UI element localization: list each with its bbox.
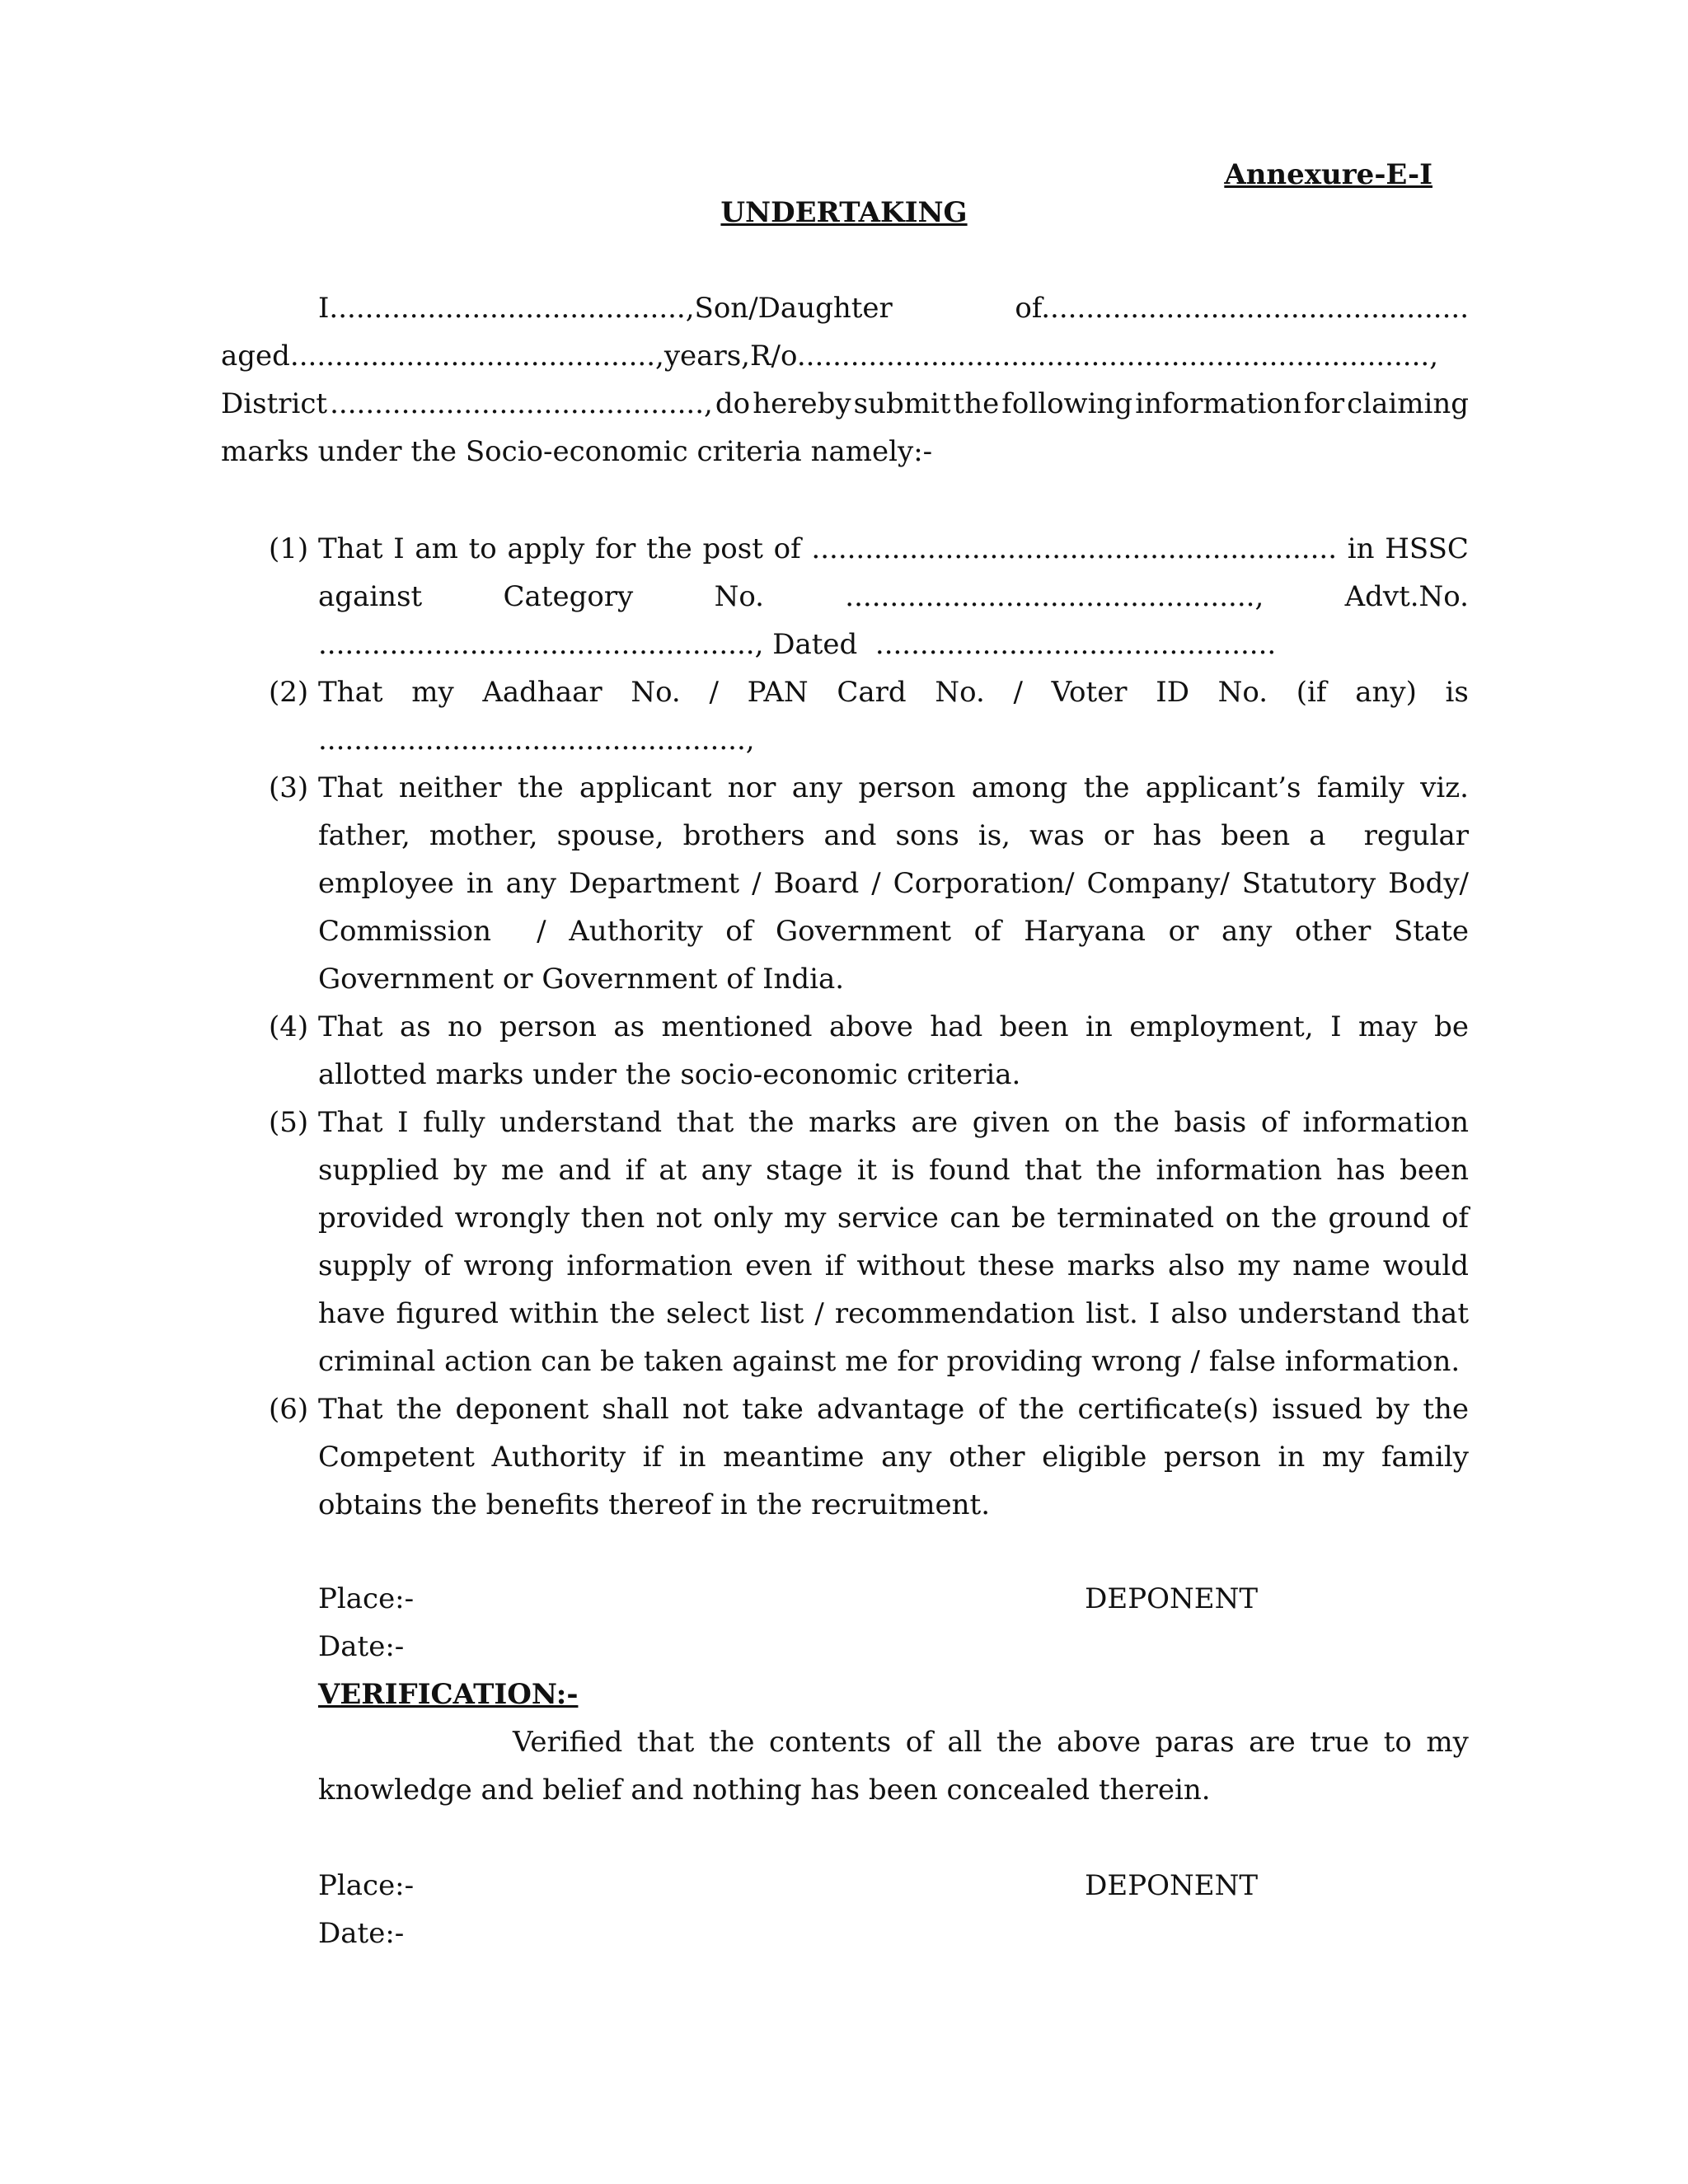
intro-text: I........................................,Son/Daughter (318, 292, 893, 325)
verification-word: of (905, 1726, 933, 1759)
item-number: (4) (269, 1010, 309, 1043)
item-word: my (411, 676, 454, 709)
item-line (318, 573, 1469, 621)
intro-line (221, 380, 1469, 428)
verification-line (318, 1718, 1469, 1766)
item-word: No. (1217, 676, 1268, 709)
item-number: (5) (269, 1106, 309, 1139)
list-item (269, 668, 1469, 764)
item-word: / (709, 676, 719, 709)
intro-line: marks under the Socio-economic criteria namely:- (221, 435, 933, 468)
item-word: the (646, 532, 692, 565)
item-word: No. (714, 580, 764, 613)
intro-word: hereby (753, 387, 851, 420)
item-word: any) (1355, 676, 1417, 709)
verification-word: Verified (513, 1726, 623, 1759)
item-word: / (1013, 676, 1023, 709)
item-number: (2) (269, 676, 309, 709)
verification-word: to (1383, 1726, 1412, 1759)
item-word: Category (503, 580, 634, 613)
list-item (269, 764, 1487, 1003)
item-word: No. (631, 676, 681, 709)
intro-line (221, 284, 1469, 332)
verification-word: true (1310, 1726, 1370, 1759)
item-line: ................................................, (318, 724, 755, 757)
item-word: .............................................., (845, 580, 1264, 613)
item-word: That (318, 532, 383, 565)
item-word: No. (935, 676, 985, 709)
item-word: HSSC (1385, 532, 1469, 565)
item-word: of (773, 532, 801, 565)
verification-word: are (1249, 1726, 1296, 1759)
signature-block (318, 1862, 1258, 1957)
item-word: ........................................................... (811, 532, 1338, 565)
item-word: for (595, 532, 636, 565)
intro-paragraph (221, 284, 1469, 476)
undertaking-items (269, 525, 1487, 1529)
verification-word: the (708, 1726, 755, 1759)
item-line (318, 668, 1469, 716)
intro-word: the (953, 387, 1000, 420)
item-word: PAN (747, 676, 809, 709)
item-word: Advt.No. (1344, 580, 1469, 613)
date-label: Date:- (318, 1630, 405, 1663)
deponent-label: DEPONENT (1085, 1869, 1258, 1902)
verification-word: above (1057, 1726, 1141, 1759)
signature-row (318, 1862, 1258, 1910)
item-word: in (1347, 532, 1375, 565)
verification-word: the (996, 1726, 1043, 1759)
intro-word: submit (853, 387, 951, 420)
intro-line (221, 332, 1469, 380)
item-number: (3) (269, 771, 309, 804)
intro-word: claiming (1347, 387, 1469, 420)
item-text: That as no person as mentioned above had been in employment, I may be allotted marks under the socio-economic criteria. (318, 1010, 1469, 1091)
verification-word: all (947, 1726, 982, 1759)
item-word: is (1445, 676, 1469, 709)
item-word: ID (1156, 676, 1189, 709)
signature-block (318, 1575, 1258, 1671)
item-word: I (393, 532, 405, 565)
item-line (318, 525, 1469, 573)
date-label: Date:- (318, 1917, 405, 1950)
item-word: am (415, 532, 458, 565)
list-item (269, 525, 1469, 668)
verification-paragraph (318, 1718, 1469, 1814)
verification-word: contents (769, 1726, 892, 1759)
item-text: That neither the applicant nor any person among the applicant’s family viz. father, mother, spouse, brothers and sons is, was or has been a regular employee in any Department / Board / Corporation/ Company/ Statutory Body/ Commission / Authority of Government of Haryana or any other State Government or Government of India. (318, 771, 1487, 996)
verification-word: my (1426, 1726, 1469, 1759)
intro-word: information (1135, 387, 1301, 420)
item-line: ................................................., Dated ............................................. (318, 628, 1277, 661)
document-title: UNDERTAKING (720, 196, 968, 229)
signature-row (318, 1575, 1258, 1623)
list-item (269, 1099, 1469, 1385)
intro-word: .........................................., (330, 387, 713, 420)
item-word: apply (507, 532, 585, 565)
item-number: (1) (269, 532, 309, 565)
intro-word: following (1001, 387, 1133, 420)
intro-word: District (221, 387, 328, 420)
item-text: That the deponent shall not take advantage of the certificate(s) issued by the Competent Authority if in meantime any other eligible person in my family obtains the benefits thereof in the recruitment. (318, 1393, 1469, 1521)
place-label: Place:- (318, 1869, 415, 1902)
item-word: Card (837, 676, 907, 709)
intro-word: do (715, 387, 751, 420)
item-number: (6) (269, 1393, 309, 1426)
verification-word: paras (1155, 1726, 1235, 1759)
item-word: to (468, 532, 497, 565)
item-word: post (702, 532, 763, 565)
list-item (269, 1003, 1469, 1099)
annexure-label: Annexure-E-I (1224, 158, 1432, 191)
verification-line: knowledge and belief and nothing has been concealed therein. (318, 1774, 1211, 1807)
item-word: against (318, 580, 423, 613)
item-word: (if (1296, 676, 1327, 709)
verification-heading: VERIFICATION:- (318, 1678, 579, 1711)
item-word: Voter (1051, 676, 1128, 709)
item-word: Aadhaar (482, 676, 603, 709)
verification-word: that (636, 1726, 695, 1759)
intro-text: aged.........................................,years,R/o......................................................................., (221, 340, 1439, 373)
deponent-label: DEPONENT (1085, 1582, 1258, 1615)
list-item (269, 1385, 1469, 1529)
intro-text: of................................................ (1015, 292, 1469, 325)
item-word: That (318, 676, 383, 709)
item-text: That I fully understand that the marks are given on the basis of information supplied by me and if at any stage it is found that the information has been provided wrongly then not only my service can be terminated on the ground of supply of wrong information even if without these marks also my name would have figured within the select list / recommendation list. I also understand that criminal action can be taken against me for providing wrong / false information. (318, 1106, 1469, 1378)
intro-word: for (1303, 387, 1345, 420)
place-label: Place:- (318, 1582, 415, 1615)
